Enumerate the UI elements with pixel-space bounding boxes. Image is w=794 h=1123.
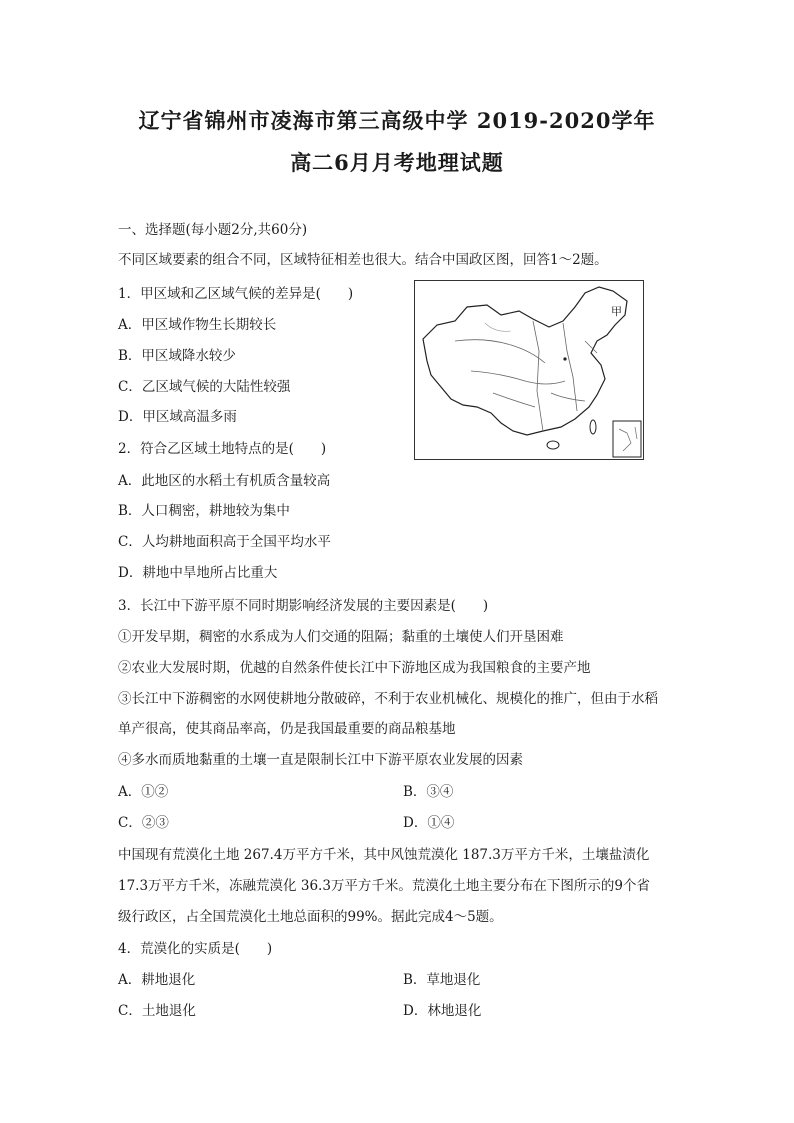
q4-option-d: D．林地退化 [403, 1003, 482, 1019]
q3-item-3-cont: 单产很高，使其商品率高，仍是我国最重要的商品粮基地 [118, 721, 456, 737]
q4-option-c: C．土地退化 [118, 1003, 196, 1019]
map-label-jia: 甲 [611, 305, 622, 318]
intro-2-line-1: 中国现有荒漠化土地 267.4万平方千米，其中风蚀荒漠化 187.3万平方千米，土壤盐渍化 [118, 847, 650, 863]
q1-stem: 1．甲区域和乙区域气候的差异是( ) [118, 286, 354, 302]
q3-item-2: ②农业大发展时期，优越的自然条件使长江中下游地区成为我国粮食的主要产地 [118, 660, 591, 676]
q3-stem: 3．长江中下游平原不同时期影响经济发展的主要因素是( ) [118, 598, 489, 614]
china-political-map [414, 280, 644, 460]
intro-1: 不同区域要素的组合不同，区域特征相差也很大。结合中国政区图，回答1～2题。 [118, 252, 608, 268]
q2-option-a: A．此地区的水稻土有机质含量较高 [118, 473, 331, 489]
q4-option-b: B．草地退化 [403, 972, 481, 988]
q2-option-b: B．人口稠密，耕地较为集中 [118, 503, 290, 519]
intro-2-line-2: 17.3万平方千米，冻融荒漠化 36.3万平方千米。荒漠化土地主要分布在下图所示的9个省 [118, 878, 650, 894]
q3-option-b: B．③④ [403, 784, 454, 800]
q3-item-3: ③长江中下游稠密的水网使耕地分散破碎，不利于农业机械化、规模化的推广，但由于水稻 [118, 691, 658, 707]
q4-stem: 4．荒漠化的实质是( ) [118, 941, 273, 957]
q2-option-c: C．人均耕地面积高于全国平均水平 [118, 534, 331, 550]
q1-option-c: C．乙区域气候的大陆性较强 [118, 379, 291, 395]
title-line-2: 高二6月月考地理试题 [290, 150, 504, 175]
intro-2-line-3: 级行政区，占全国荒漠化土地总面积的99%。据此完成4～5题。 [118, 909, 503, 925]
q3-item-4: ④多水而质地黏重的土壤一直是限制长江中下游平原农业发展的因素 [118, 752, 523, 768]
q2-option-d: D．耕地中旱地所占比重大 [118, 565, 278, 581]
section-heading: 一、选择题(每小题2分,共60分) [118, 222, 308, 238]
title-line-1: 辽宁省锦州市凌海市第三高级中学 2019-2020学年 [138, 108, 656, 133]
q3-option-a: A．①② [118, 784, 169, 800]
china-map-outline [415, 281, 643, 459]
q3-option-d: D．①④ [403, 815, 455, 831]
q3-option-c: C．②③ [118, 815, 169, 831]
q3-item-1: ①开发早期，稠密的水系成为人们交通的阻隔；黏重的土壤使人们开垦困难 [118, 629, 564, 645]
q2-stem: 2．符合乙区域土地特点的是( ) [118, 441, 327, 457]
q4-option-a: A．耕地退化 [118, 972, 196, 988]
q1-option-d: D．甲区域高温多雨 [118, 409, 237, 425]
q1-option-b: B．甲区域降水较少 [118, 348, 236, 364]
q1-option-a: A．甲区域作物生长期较长 [118, 317, 277, 333]
